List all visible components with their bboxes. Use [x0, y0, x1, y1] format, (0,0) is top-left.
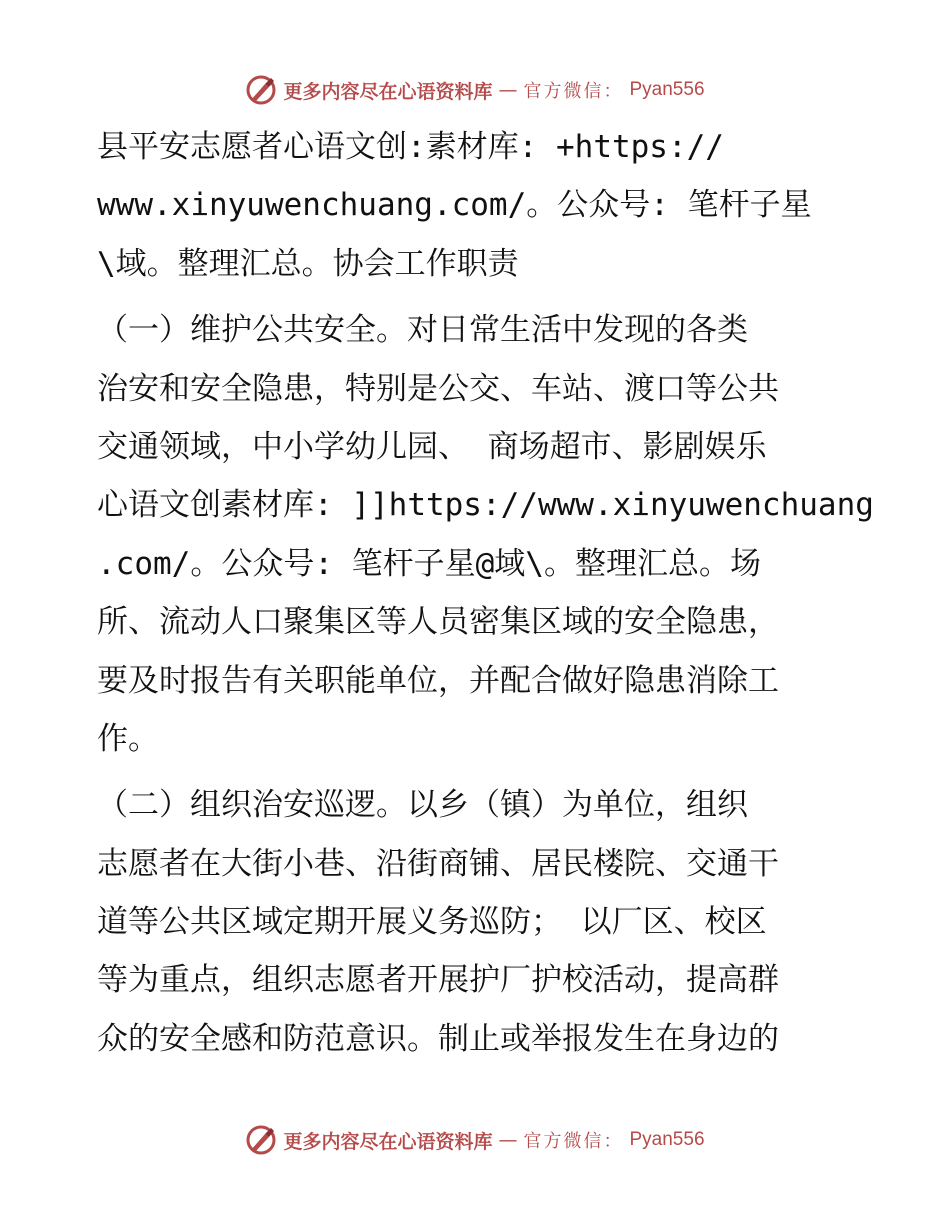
text-line: 志愿者在大街小巷、沿街商铺、居民楼院、交通干 — [97, 845, 779, 882]
paragraph-duty-1 — [97, 301, 874, 768]
text-line: 作。 — [97, 720, 159, 757]
header-banner — [0, 70, 950, 110]
text-line: 道等公共区域定期开展义务巡防； 以厂区、校区 — [97, 904, 767, 941]
header-wechat-label: 官方微信： — [523, 81, 624, 102]
footer-title: 更多内容尽在心语资料库 — [283, 1130, 493, 1153]
pen-logo-icon — [245, 1124, 277, 1156]
text-line: （二）组织治安巡逻。以乡（镇）为单位，组织 — [97, 787, 748, 824]
footer-wechat-id: Pyan556 — [629, 1129, 705, 1150]
text-line: 治安和安全隐患，特别是公交、车站、渡口等公共 — [97, 370, 779, 407]
footer-banner — [0, 1120, 950, 1160]
header-separator: — — [498, 79, 518, 101]
text-line: 县平安志愿者心语文创:素材库: +https:// — [97, 129, 724, 165]
text-line: .com/。公众号: 笔杆子星@域\。整理汇总。场 — [97, 545, 761, 582]
header-title: 更多内容尽在心语资料库 — [283, 80, 493, 103]
text-line: \域。整理汇总。协会工作职责 — [97, 245, 519, 282]
header-wechat-id: Pyan556 — [629, 79, 705, 100]
document-body — [97, 118, 874, 1068]
text-line: 所、流动人口聚集区等人员密集区域的安全隐患， — [97, 604, 779, 641]
text-line: 要及时报告有关职能单位，并配合做好隐患消除工 — [97, 662, 779, 699]
text-line: 交通领域，中小学幼儿园、 商场超市、影剧娱乐 — [97, 428, 767, 465]
text-line: （一）维护公共安全。对日常生活中发现的各类 — [97, 312, 748, 349]
text-line: 众的安全感和防范意识。制止或举报发生在身边的 — [97, 1020, 779, 1057]
text-line: www.xinyuwenchuang.com/。公众号: 笔杆子星 — [97, 187, 812, 224]
footer-separator: — — [498, 1129, 518, 1151]
pen-logo-icon — [245, 74, 277, 106]
text-line: 等为重点，组织志愿者开展护厂护校活动，提高群 — [97, 962, 779, 999]
text-line: 心语文创素材库: ]]https://www.xinyuwenchuang — [97, 487, 874, 524]
footer-wechat-label: 官方微信： — [523, 1131, 624, 1152]
paragraph-duty-2 — [97, 776, 857, 1068]
paragraph-intro — [97, 118, 857, 293]
